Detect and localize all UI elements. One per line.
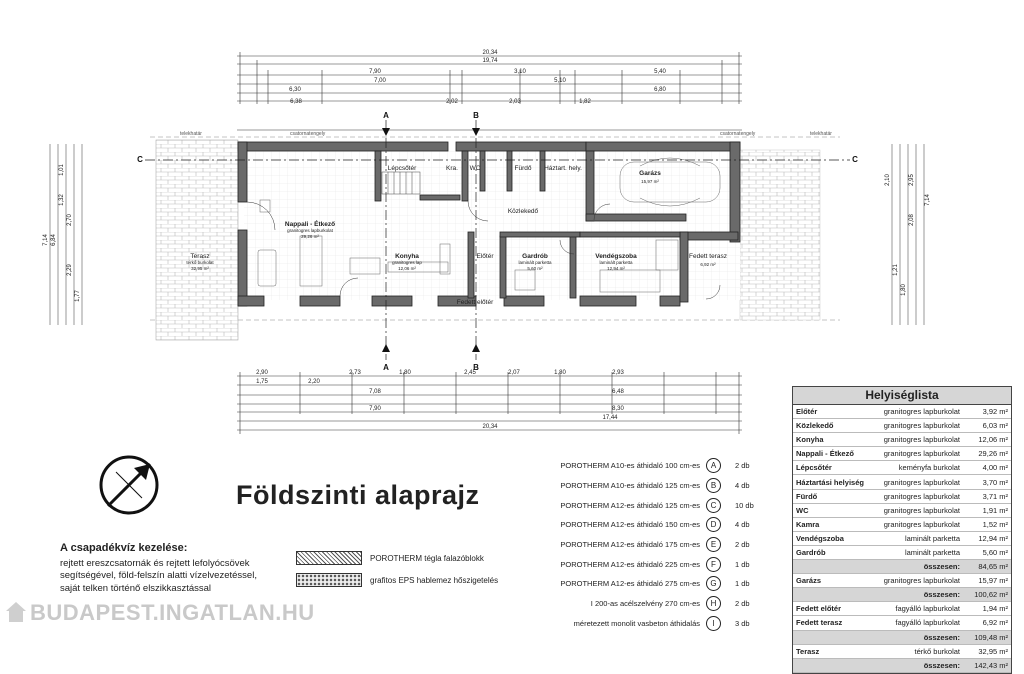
room-material: granitogres lapburkolat (883, 421, 960, 431)
top-dimension-text (289, 50, 666, 105)
room-area: 3,70 m² (982, 477, 1008, 487)
lintel-desc: POROTHERM A10-es áthidaló 100 cm-es (560, 461, 700, 471)
lintel-code: D (706, 517, 721, 532)
material-legend-label: grafitos EPS hablemez hőszigetelés (370, 575, 499, 585)
room-name: Garázs (796, 576, 822, 586)
room-label-fedett-eloter: Fedett előtér (456, 299, 494, 306)
lintel-qty: 10 db (735, 500, 754, 510)
room-area: 142,43 m² (974, 660, 1008, 670)
lintel-qty: 2 db (735, 599, 750, 609)
room-material: granitogres lapburkolat (883, 576, 960, 586)
room-area-konyha: 12,06 m² (398, 266, 416, 271)
lintel-qty: 4 db (735, 520, 750, 530)
watermark-text: BUDAPEST.INGATLAN.HU (30, 600, 315, 625)
room-area: 1,52 m² (982, 519, 1008, 529)
room-label-eloter: Előtér (476, 253, 494, 260)
room-label-konyha: Konyha (395, 253, 419, 260)
room-name: Nappali - Étkező (796, 449, 854, 459)
room-material: összesen: (923, 660, 960, 670)
dim-left-1: 6,84 (51, 234, 57, 246)
room-name: Gardrób (796, 547, 826, 557)
lintel-row (500, 515, 760, 535)
side-paving (740, 150, 820, 320)
room-material: összesen: (923, 590, 960, 600)
room-label-terasz: Terasz (190, 253, 210, 260)
room-list-row (793, 447, 1011, 461)
room-label-fedett-terasz: Fedett terasz (689, 253, 727, 260)
room-list-row (793, 504, 1011, 518)
room-area-vendegszoba: 12,94 m² (607, 266, 625, 271)
room-area: 1,91 m² (982, 505, 1008, 515)
room-area: 109,48 m² (974, 632, 1008, 642)
material-legend-row (296, 572, 498, 588)
room-label-kozlekedo: Közlekedő (507, 208, 539, 215)
lintel-row (500, 574, 760, 594)
lintel-code: I (706, 616, 721, 631)
dim-left-2: 1,01 (59, 164, 65, 176)
dim-bottom-3: 2,45 (464, 370, 476, 376)
room-list-title: Helyiséglista (793, 387, 1011, 405)
dim-top-8: 6,80 (654, 87, 666, 93)
lintel-legend (500, 456, 760, 633)
rain-note-heading: A csapadékvíz kezelése: (60, 542, 188, 554)
room-material: granitogres lapburkolat (883, 477, 960, 487)
lintel-qty: 2 db (735, 540, 750, 550)
lintel-code: G (706, 576, 721, 591)
dim-bottom-5: 1,80 (554, 370, 566, 376)
room-label-nappali: Nappali - Étkező (284, 221, 336, 228)
dim-top-9: 6,38 (290, 99, 302, 105)
room-area: 3,71 m² (982, 491, 1008, 501)
room-name: Háztartási helyiség (796, 477, 864, 487)
room-list-subtotal-row (793, 588, 1011, 602)
room-list-row (793, 616, 1011, 630)
rain-note-text: rejtett ereszcsatornák és rejtett lefolyócsövek segítségével, föld-felszín alatti vízelvezetéssel, saját telken történő elszikkasztással (60, 557, 257, 594)
room-area: 6,03 m² (982, 421, 1008, 431)
room-material: térkő burkolat (914, 646, 960, 656)
room-material: granitogres lapburkolat (883, 435, 960, 445)
room-area: 84,65 m² (978, 562, 1008, 572)
dim-top-5: 6,30 (289, 87, 301, 93)
room-list-row (793, 574, 1011, 588)
lintel-desc: POROTHERM A12-es áthidaló 125 cm-es (560, 500, 700, 510)
dim-right-0: 7,14 (925, 194, 931, 206)
dim-top-4: 5,40 (654, 69, 666, 75)
room-name: Lépcsőtér (796, 463, 832, 473)
top-dimension-chains (237, 56, 742, 130)
lintel-qty: 2 db (735, 461, 750, 471)
dim-top-6: 7,00 (374, 78, 386, 84)
room-material: granitogres lapburkolat (883, 491, 960, 501)
dim-bottom-11: 7,90 (369, 406, 381, 412)
room-name: Fedett terasz (796, 618, 843, 628)
lintel-qty: 1 db (735, 559, 750, 569)
room-material: keményfa burkolat (898, 463, 960, 473)
room-area: 6,92 m² (982, 618, 1008, 628)
room-material: fagyálló lapburkolat (895, 604, 960, 614)
room-name: WC (796, 505, 809, 515)
room-material: összesen: (923, 562, 960, 572)
room-area-garazs: 15,97 m² (641, 179, 659, 184)
lintel-qty: 1 db (735, 579, 750, 589)
room-list-row (793, 433, 1011, 447)
dim-bottom-12: 8,30 (612, 406, 624, 412)
north-arrow-icon (96, 452, 162, 518)
room-list-row (793, 518, 1011, 532)
room-area-terasz: 32,95 m² (191, 266, 209, 271)
right-dimension-chains (892, 144, 924, 325)
dim-top-2: 7,90 (369, 69, 381, 75)
dim-bottom-13: 17,44 (602, 415, 618, 421)
room-area-gardrob: 5,60 m² (527, 266, 543, 271)
dim-left-0: 7,14 (43, 234, 49, 246)
room-material: granitogres lapburkolat (883, 505, 960, 515)
section-b-bottom: B (473, 363, 479, 372)
dim-left-4: 2,70 (67, 214, 73, 226)
boundary-label-left: telekhatár (180, 131, 202, 137)
room-name: Fürdő (796, 491, 818, 501)
room-list-body (793, 405, 1011, 673)
lintel-row (500, 495, 760, 515)
dim-top-10: 2,02 (446, 99, 458, 105)
material-legend-label: POROTHERM tégla falazóblokk (370, 553, 484, 563)
room-list-row (793, 546, 1011, 560)
rain-water-note (60, 542, 265, 595)
room-area: 15,97 m² (978, 576, 1008, 586)
lintel-code: A (706, 458, 721, 473)
section-c-right: C (852, 155, 858, 164)
lintel-desc: POROTHERM A12-es áthidaló 175 cm-es (560, 540, 700, 550)
room-list-row (793, 419, 1011, 433)
room-material: granitogres lapburkolat (883, 407, 960, 417)
lintel-code: H (706, 596, 721, 611)
room-label-wc: WC (469, 165, 481, 172)
room-label-furdo: Fürdő (514, 165, 532, 172)
room-name: Terasz (796, 646, 820, 656)
room-area: 100,62 m² (974, 590, 1008, 600)
room-list-row (793, 490, 1011, 504)
dim-top-12: 1,82 (579, 99, 591, 105)
room-label-lepcsoter: Lépcsőtér (387, 165, 417, 172)
room-name: Konyha (796, 435, 824, 445)
dim-bottom-2: 1,80 (399, 370, 411, 376)
room-material: fagyálló lapburkolat (895, 618, 960, 628)
dim-right-5: 2,10 (885, 174, 891, 186)
room-list-row (793, 461, 1011, 475)
room-label-vendegszoba: Vendégszoba (595, 253, 637, 260)
insulation-swatch (296, 573, 362, 587)
lintel-desc: méretezett monolit vasbeton áthidalás (573, 618, 700, 628)
room-name: Vendégszoba (796, 533, 844, 543)
room-area: 1,94 m² (982, 604, 1008, 614)
facade-label-right: csatornatengely (720, 131, 756, 137)
section-c-left: C (137, 155, 143, 164)
room-area: 32,95 m² (978, 646, 1008, 656)
terrace-paving (156, 140, 238, 340)
section-b-top: B (473, 111, 479, 120)
dim-bottom-4: 2,07 (508, 370, 520, 376)
dim-left-6: 1,77 (75, 290, 81, 302)
room-area: 4,00 m² (982, 463, 1008, 473)
dim-bottom-6: 2,93 (612, 370, 624, 376)
dim-right-4: 1,80 (901, 284, 907, 296)
dim-top-total: 20,34 (482, 50, 498, 56)
room-sub-gardrob: laminált parketta (518, 260, 552, 265)
room-sub-nappali: granitogres lapburkolat (287, 228, 333, 233)
room-area-nappali: 29,26 m² (301, 234, 319, 239)
lintel-desc: POROTHERM A10-es áthidaló 125 cm-es (560, 481, 700, 491)
room-material: granitogres lapburkolat (883, 449, 960, 459)
brick-swatch (296, 551, 362, 565)
dim-bottom-10: 6,48 (612, 389, 624, 395)
dim-bottom-1: 2,73 (349, 370, 361, 376)
lintel-code: F (706, 557, 721, 572)
watermark (6, 600, 315, 626)
room-area: 5,60 m² (982, 547, 1008, 557)
lintel-row (500, 535, 760, 555)
room-label-garazs: Garázs (639, 170, 661, 177)
dim-top-7: 5,10 (554, 78, 566, 84)
room-name: Fedett előtér (796, 604, 842, 614)
dim-bottom-9: 7,08 (369, 389, 381, 395)
lintel-row (500, 456, 760, 476)
dim-left-5: 2,29 (67, 264, 73, 276)
room-list-row (793, 645, 1011, 659)
boundary-label-right: telekhatár (810, 131, 832, 137)
room-label-haztartasi: Háztart. hely. (544, 165, 582, 172)
dim-right-3: 1,21 (893, 264, 899, 276)
room-area: 3,92 m² (982, 407, 1008, 417)
dim-bottom-8: 2,20 (308, 379, 320, 385)
lintel-row (500, 554, 760, 574)
lintel-code: C (706, 498, 721, 513)
room-list-row (793, 475, 1011, 489)
room-material: laminált parketta (904, 547, 960, 557)
dim-top-3: 3,10 (514, 69, 526, 75)
dim-bottom-7: 1,75 (256, 379, 268, 385)
room-material: összesen: (923, 632, 960, 642)
room-list-subtotal-row (793, 560, 1011, 574)
room-sub-terasz: térkő burkolat (186, 260, 214, 265)
room-name: Közlekedő (796, 421, 834, 431)
room-label-gardrob: Gardrób (522, 253, 548, 260)
room-area: 12,06 m² (978, 435, 1008, 445)
lintel-code: B (706, 478, 721, 493)
lintel-row (500, 614, 760, 634)
dim-top-1: 19,74 (482, 58, 498, 64)
dim-right-1: 2,95 (909, 174, 915, 186)
lintel-desc: POROTHERM A12-es áthidaló 150 cm-es (560, 520, 700, 530)
section-a-top: A (383, 111, 389, 120)
plan-title: Földszinti alaprajz (236, 480, 480, 510)
room-label-kamra: Kra. (446, 165, 458, 172)
dim-bottom-0: 2,90 (256, 370, 268, 376)
lintel-desc: POROTHERM A12-es áthidaló 275 cm-es (560, 579, 700, 589)
dim-right-2: 2,08 (909, 214, 915, 226)
house-icon (6, 602, 26, 622)
room-material: granitogres lapburkolat (883, 519, 960, 529)
room-name: Előtér (796, 407, 818, 417)
room-list-row (793, 602, 1011, 616)
lintel-code: E (706, 537, 721, 552)
lintel-row (500, 594, 760, 614)
room-list-row (793, 405, 1011, 419)
facade-label-left: csatornatengely (290, 131, 326, 137)
lintel-desc: POROTHERM A12-es áthidaló 225 cm-es (560, 559, 700, 569)
lintel-qty: 4 db (735, 481, 750, 491)
section-a-bottom: A (383, 363, 389, 372)
lintel-row (500, 476, 760, 496)
room-list-subtotal-row (793, 631, 1011, 645)
dim-left-3: 1,32 (59, 194, 65, 206)
room-area: 29,26 m² (978, 449, 1008, 459)
room-list-table (792, 386, 1012, 674)
room-area: 12,94 m² (978, 533, 1008, 543)
room-list-subtotal-row (793, 659, 1011, 673)
room-name: Kamra (796, 519, 820, 529)
room-list-row (793, 532, 1011, 546)
room-sub-konyha: granitogres lap (392, 260, 422, 265)
room-material: laminált parketta (904, 533, 960, 543)
room-sub-vendegszoba: laminált parketta (599, 260, 633, 265)
material-legend-row (296, 550, 484, 566)
dim-bottom-14: 20,34 (482, 424, 498, 430)
left-dimension-text (43, 164, 81, 302)
room-area-fedett-terasz: 6,92 m² (700, 262, 716, 267)
lintel-qty: 3 db (735, 618, 750, 628)
dim-top-11: 2,03 (509, 99, 521, 105)
lintel-desc: I 200-as acélszelvény 270 cm-es (590, 599, 700, 609)
